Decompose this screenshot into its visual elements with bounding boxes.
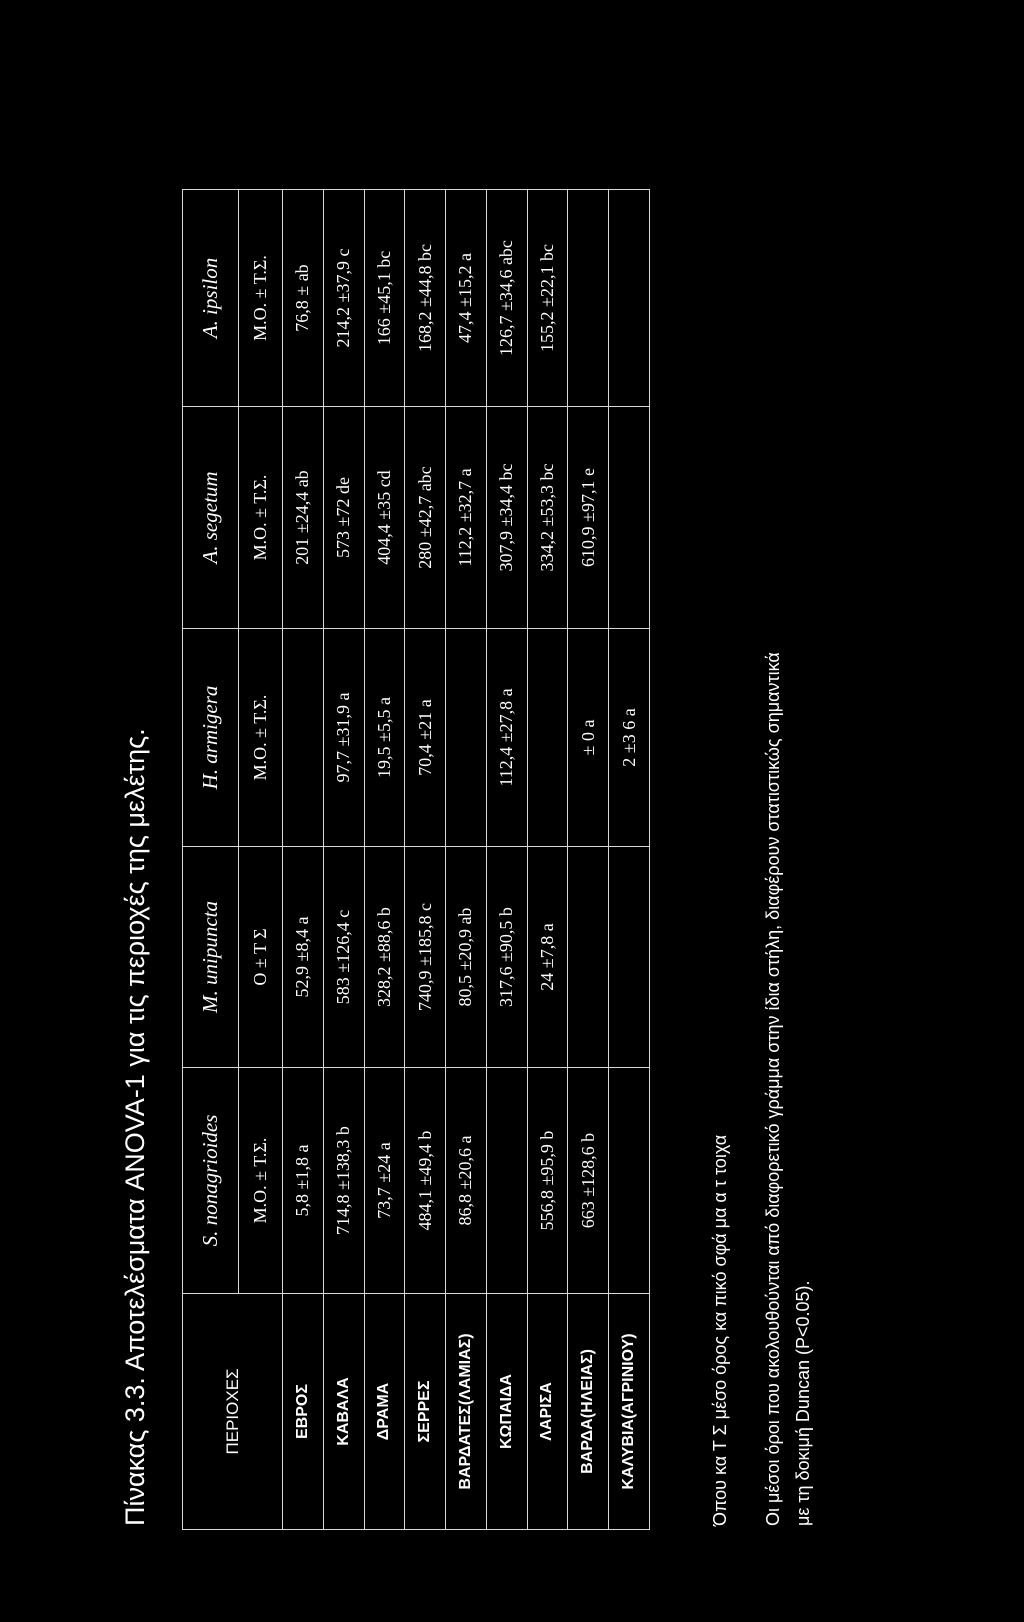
region-cell: ΒΑΡΔΑΤΕΣ(ΛΑΜΙΑΣ) [446, 1294, 487, 1530]
table-row [364, 190, 405, 1530]
value-cell [568, 190, 609, 407]
region-cell: ΚΩΠΑΙΔΑ [486, 1294, 527, 1530]
header-regions: ΠΕΡΙΟΧΕΣ [183, 1294, 283, 1530]
value-cell: 280 ±42,7 abc [405, 407, 446, 629]
value-cell: 76,8 ± ab [283, 190, 324, 407]
region-cell: ΚΑΒΑΛΑ [323, 1294, 364, 1530]
value-cell: 201 ±24,4 ab [283, 407, 324, 629]
value-cell: 556,8 ±95,9 b [527, 1068, 568, 1294]
value-cell [568, 847, 609, 1068]
value-cell: 155,2 ±22,1 bc [527, 190, 568, 407]
value-cell [609, 847, 650, 1068]
header-species-5: A. ipsilon [183, 190, 239, 407]
region-cell: ΚΑΛΥΒΙΑ(ΑΓΡΙΝΙΟΥ) [609, 1294, 650, 1530]
value-cell: 166 ±45,1 bc [364, 190, 405, 407]
table-row [446, 190, 487, 1530]
value-cell: ± 0 a [568, 629, 609, 847]
region-cell: ΔΡΑΜΑ [364, 1294, 405, 1530]
table-row [568, 190, 609, 1530]
value-cell [609, 190, 650, 407]
anova-results-table [182, 189, 650, 1530]
value-cell: 97,7 ±31,9 a [323, 629, 364, 847]
value-cell: 112,2 ±32,7 a [446, 407, 487, 629]
duncan-note [758, 652, 818, 1526]
value-cell: 740,9 ±185,8 c [405, 847, 446, 1068]
value-cell: 73,7 ±24 a [364, 1068, 405, 1294]
value-cell: 80,5 ±20,9 ab [446, 847, 487, 1068]
value-cell [609, 407, 650, 629]
value-cell: 112,4 ±27,8 a [486, 629, 527, 847]
value-cell: 334,2 ±53,3 bc [527, 407, 568, 629]
value-cell: 714,8 ±138,3 b [323, 1068, 364, 1294]
duncan-note-line-1: Οι μέσοι όροι που ακολουθούνται από διαφορετικό γράμμα στην ίδια στήλη, διαφέρουν στατιστικώς σημαντικά [763, 652, 783, 1526]
table-caption: Πίνακας 3.3. Αποτελέσματα ANOVA-1 για τις περιοχές της μελέτης. [120, 728, 150, 1526]
value-cell: 583 ±126,4 c [323, 847, 364, 1068]
value-cell: 573 ±72 de [323, 407, 364, 629]
header-species-1: S. nonagrioides [183, 1068, 239, 1294]
value-cell: 168,2 ±44,8 bc [405, 190, 446, 407]
value-cell: 328,2 ±88,6 b [364, 847, 405, 1068]
value-cell: 404,4 ±35 cd [364, 407, 405, 629]
region-cell: ΒΑΡΔΑ(ΗΛΕΙΑΣ) [568, 1294, 609, 1530]
value-cell: 2 ±3 6 a [609, 629, 650, 847]
value-cell: 24 ±7,8 a [527, 847, 568, 1068]
legend-note: Όπου κα Τ Σ μέσο όρος κα πικό σφά μα α τ τοιχα [710, 1134, 730, 1526]
value-cell [446, 629, 487, 847]
header-species-4: A. segetum [183, 407, 239, 629]
value-cell: 52,9 ±8,4 a [283, 847, 324, 1068]
value-cell [609, 1068, 650, 1294]
value-cell: 86,8 ±20,6 a [446, 1068, 487, 1294]
subheader-3: Μ.Ο. ± Τ.Σ. [239, 629, 283, 847]
subheader-4: Μ.Ο. ± Τ.Σ. [239, 407, 283, 629]
value-cell [283, 629, 324, 847]
value-cell [486, 1068, 527, 1294]
table-row [527, 190, 568, 1530]
value-cell: 126,7 ±34,6 abc [486, 190, 527, 407]
table-row [283, 190, 324, 1530]
header-species-3: H. armigera [183, 629, 239, 847]
region-cell: ΕΒΡΟΣ [283, 1294, 324, 1530]
value-cell: 307,9 ±34,4 bc [486, 407, 527, 629]
value-cell: 47,4 ±15,2 a [446, 190, 487, 407]
table-row [486, 190, 527, 1530]
value-cell: 610,9 ±97,1 e [568, 407, 609, 629]
table-row [609, 190, 650, 1530]
subheader-2: Ο ± Τ Σ [239, 847, 283, 1068]
region-cell: ΛΑΡΙΣΑ [527, 1294, 568, 1530]
subheader-5: Μ.Ο. ± Τ.Σ. [239, 190, 283, 407]
value-cell: 214,2 ±37,9 c [323, 190, 364, 407]
table-row [405, 190, 446, 1530]
value-cell: 484,1 ±49,4 b [405, 1068, 446, 1294]
value-cell: 317,6 ±90,5 b [486, 847, 527, 1068]
value-cell: 663 ±128,6 b [568, 1068, 609, 1294]
header-species-2: M. unipuncta [183, 847, 239, 1068]
value-cell: 5,8 ±1,8 a [283, 1068, 324, 1294]
value-cell [527, 629, 568, 847]
subheader-1: Μ.Ο. ± Τ.Σ. [239, 1068, 283, 1294]
table-header-row [183, 190, 239, 1530]
value-cell: 19,5 ±5,5 a [364, 629, 405, 847]
region-cell: ΣΕΡΡΕΣ [405, 1294, 446, 1530]
duncan-note-line-2: με τη δοκιμή Duncan (P<0.05). [793, 1280, 813, 1526]
table-row [323, 190, 364, 1530]
value-cell: 70,4 ±21 a [405, 629, 446, 847]
